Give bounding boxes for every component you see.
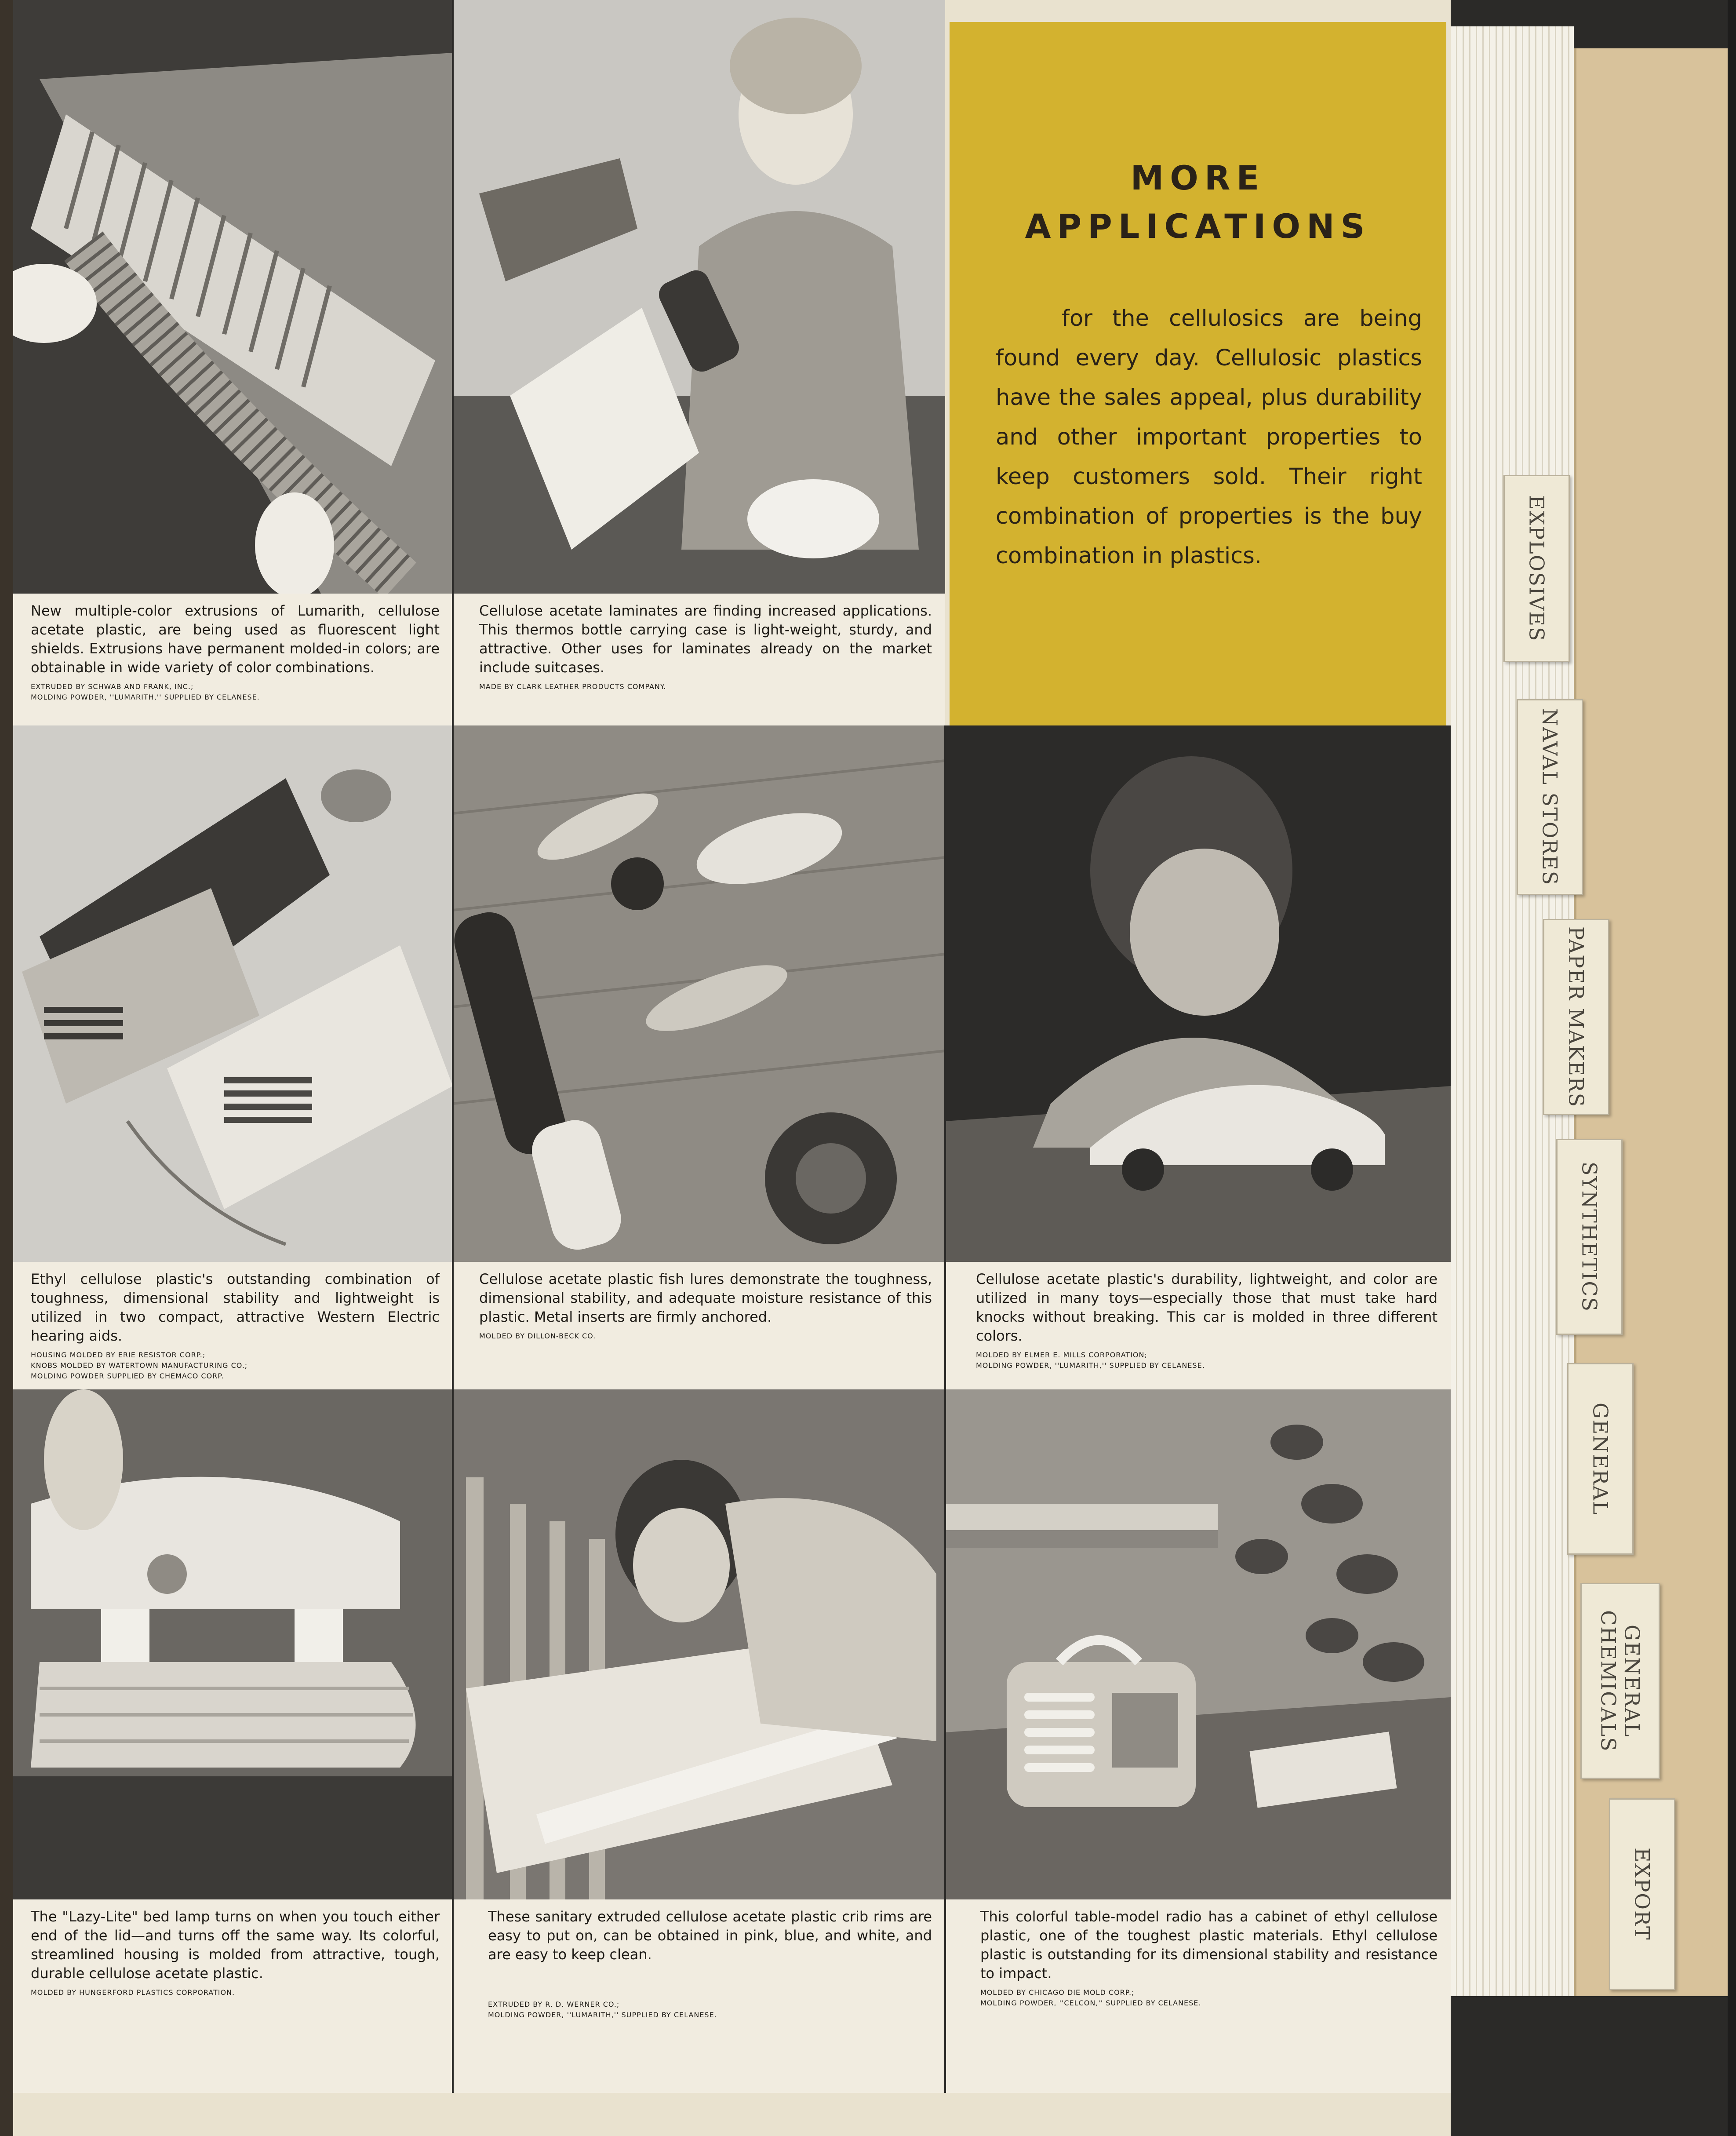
panel-crib-rims xyxy=(453,1389,945,2093)
tab-paper-makers[interactable] xyxy=(1543,919,1609,1115)
caption-box xyxy=(13,1262,453,1389)
panel-hearing-aids xyxy=(13,725,453,1389)
tab-label: EXPLOSIVES xyxy=(1525,495,1549,642)
photo-boy-toy-car xyxy=(945,725,1451,1262)
binder-cover-edge xyxy=(1728,0,1736,2136)
caption-text: This colorful table-model radio has a cabinet of ethyl cellulose plastic, one of the toughest plastic materials. Ethyl cellulose plastic is outstanding for its dimensional stability and resistance to impact. xyxy=(980,1908,1438,1982)
caption-text: Ethyl cellulose plastic's outstanding combination of toughness, dimensional stability and lightweight is utilized in two compact, attractive Western Electric hearing aids. xyxy=(31,1271,440,1344)
tab-naval-stores[interactable] xyxy=(1517,699,1583,895)
photo-table-radio xyxy=(945,1389,1451,1899)
tab-label: NAVAL STORES xyxy=(1538,708,1562,886)
tab-export[interactable] xyxy=(1609,1798,1675,1990)
credit-line: MOLDING POWDER, ''LUMARITH,'' SUPPLIED BY CELANESE. xyxy=(976,1361,1205,1370)
tab-label: SYNTHETICS xyxy=(1577,1161,1601,1312)
photo-hearing-aids xyxy=(13,725,453,1262)
panel-bed-lamp xyxy=(13,1389,453,2093)
photo-fluorescent-extrusion xyxy=(13,0,453,594)
caption-box xyxy=(453,1262,945,1389)
panel-light-shield xyxy=(13,0,453,725)
tab-label: GENERAL xyxy=(1588,1402,1612,1516)
caption-text: Cellulose acetate plastic's durability, lightweight, and color are utilized in many toys—especially those that must take hard knocks without breaking. This car is molded in three different colors. xyxy=(976,1271,1438,1344)
credit-line: MOLDED BY ELMER E. MILLS CORPORATION; xyxy=(976,1351,1147,1359)
caption-text: New multiple-color extrusions of Lumarith, cellulose acetate plastic, are being used as fluorescent light shields. Extrusions have permanent molded-in colors; are obtainable in wide variety of color combinations. xyxy=(31,602,440,676)
credit-line: MOLDING POWDER, ''LUMARITH,'' SUPPLIED BY CELANESE. xyxy=(31,693,260,701)
page-title xyxy=(950,154,1446,251)
credit-line: MOLDED BY HUNGERFORD PLASTICS CORPORATION. xyxy=(31,1988,235,1997)
caption-text: Cellulose acetate laminates are finding increased applications. This thermos bottle carrying case is light-weight, sturdy, and attractive. Other uses for laminates already on the market include suitcases. xyxy=(479,602,932,676)
credit-line: EXTRUDED BY SCHWAB AND FRANK, INC.; xyxy=(31,682,194,691)
intro-panel xyxy=(950,22,1446,725)
intro-text: for the cellulosics are being found every day. Cellulosic plastics have the sales appeal, plus durability and other important properties to keep customers sold. Their right combination of properties is the buy combination in plastics. xyxy=(996,306,1422,569)
tab-label: PAPER MAKERS xyxy=(1564,926,1588,1108)
tab-general[interactable] xyxy=(1567,1363,1634,1555)
tab-explosives[interactable] xyxy=(1503,475,1570,662)
photo-crib-rims xyxy=(453,1389,945,1899)
title-line: MORE xyxy=(1130,158,1266,197)
column-divider xyxy=(944,725,946,2093)
credit-line: MADE BY CLARK LEATHER PRODUCTS COMPANY. xyxy=(479,682,666,691)
tab-synthetics[interactable] xyxy=(1556,1139,1623,1335)
photo-woman-thermos xyxy=(453,0,945,594)
tab-label: EXPORT xyxy=(1630,1848,1654,1941)
credit-line: MOLDING POWDER, ''LUMARITH,'' SUPPLIED BY CELANESE. xyxy=(488,2011,717,2019)
caption-box xyxy=(13,1899,453,2093)
tab-general-chemicals[interactable] xyxy=(1580,1583,1660,1779)
credit-line: MOLDING POWDER SUPPLIED BY CHEMACO CORP. xyxy=(31,1372,224,1380)
caption-box xyxy=(945,1899,1451,2093)
caption-box xyxy=(453,1899,945,2093)
title-line: APPLICATIONS xyxy=(1025,207,1371,246)
caption-box xyxy=(13,594,453,725)
credit-line: MOLDED BY CHICAGO DIE MOLD CORP.; xyxy=(980,1988,1135,1997)
credit-line: HOUSING MOLDED BY ERIE RESISTOR CORP.; xyxy=(31,1351,206,1359)
credit-line: EXTRUDED BY R. D. WERNER CO.; xyxy=(488,2000,620,2008)
panel-thermos-case xyxy=(453,0,945,725)
column-divider xyxy=(452,0,454,2093)
tab-label: GENERAL CHEMICALS xyxy=(1596,1610,1644,1752)
caption-text: The "Lazy-Lite" bed lamp turns on when you touch either end of the lid—and turns off the same way. Its colorful, streamlined housing is molded from attractive, tough, durable cellulose acetate plastic. xyxy=(31,1908,440,1982)
caption-box xyxy=(453,594,945,725)
photo-bed-lamp xyxy=(13,1389,453,1899)
credit-line: MOLDED BY DILLON-BECK CO. xyxy=(479,1332,596,1340)
caption-text: Cellulose acetate plastic fish lures demonstrate the toughness, dimensional stability, and adequate moisture resistance of this plastic. Metal inserts are firmly anchored. xyxy=(479,1271,932,1325)
caption-text: These sanitary extruded cellulose acetate plastic crib rims are easy to put on, can be obtained in pink, blue, and white, and are easy to keep clean. xyxy=(488,1908,932,1963)
panel-fish-lures xyxy=(453,725,945,1389)
panel-table-radio xyxy=(945,1389,1451,2093)
caption-box xyxy=(945,1262,1451,1389)
credit-line: KNOBS MOLDED BY WATERTOWN MANUFACTURING CO.; xyxy=(31,1361,248,1370)
panel-toy-car xyxy=(945,725,1451,1389)
photo-fish-lures xyxy=(453,725,945,1262)
credit-line: MOLDING POWDER, ''CELCON,'' SUPPLIED BY CELANESE. xyxy=(980,1999,1201,2007)
